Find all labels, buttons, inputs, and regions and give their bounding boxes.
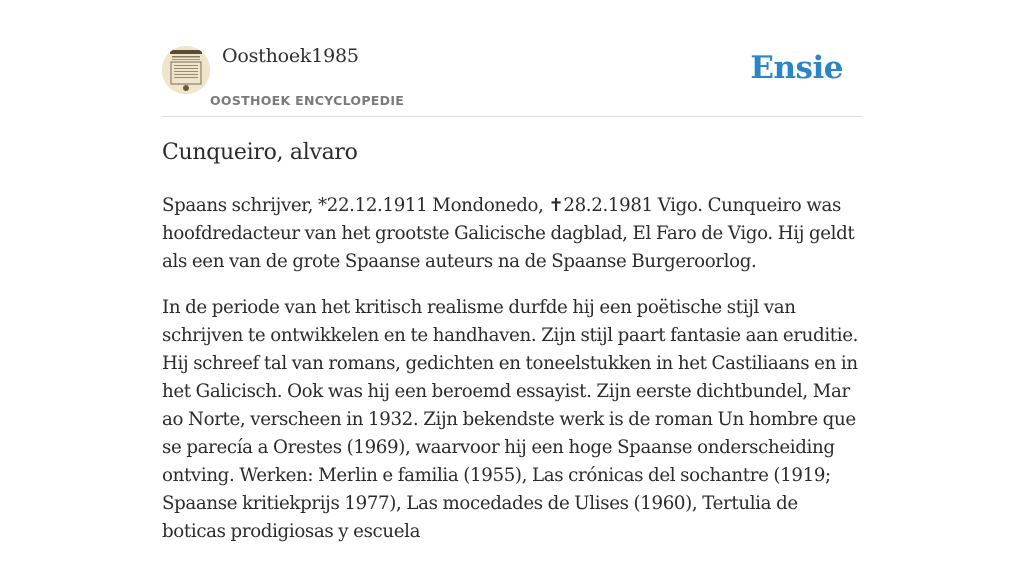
encyclopedia-cover-icon	[162, 46, 210, 94]
page-container	[162, 0, 862, 542]
article-paragraph: Spaans schrijver, *22.12.1911 Mondonedo, ✝28.2.1981 Vigo. Cunqueiro was hoofdredacteur van het grootste Galicische dagblad, El Faro de Vigo. Hij geldt als een van de grote Spaanse auteurs na de Spaanse Burgeroorlog.	[162, 195, 855, 272]
header	[162, 0, 862, 117]
source-label[interactable]: OOSTHOEK ENCYCLOPEDIE	[210, 93, 405, 108]
article-body	[162, 192, 862, 564]
avatar[interactable]	[162, 46, 210, 94]
site-logo[interactable]: Ensie	[750, 50, 843, 86]
page-title: Cunqueiro, alvaro	[162, 140, 358, 165]
article-paragraph: In de periode van het kritisch realisme durfde hij een poëtische stijl van schrijven te ontwikkelen en te handhaven. Zijn stijl paart fantasie aan eruditie. Hij schreef tal van romans, gedichten en toneelstukken in het Castiliaans en in het Galicisch. Ook was hij een beroemd essayist. Zijn eerste dichtbundel, Mar ao Norte, verscheen in 1932. Zijn bekendste werk is de roman Un hombre que se parecía a Orestes (1969), waarvoor hij een hoge Spaanse onderscheiding ontving. Werken: Merlin e familia (1955), Las crónicas del sochantre (1919; Spaanse kritiekprijs 1977), Las mocedades de Ulises (1960), Tertulia de boticas prodigiosas y escuela	[162, 297, 859, 542]
author-name[interactable]: Oosthoek1985	[222, 45, 359, 67]
